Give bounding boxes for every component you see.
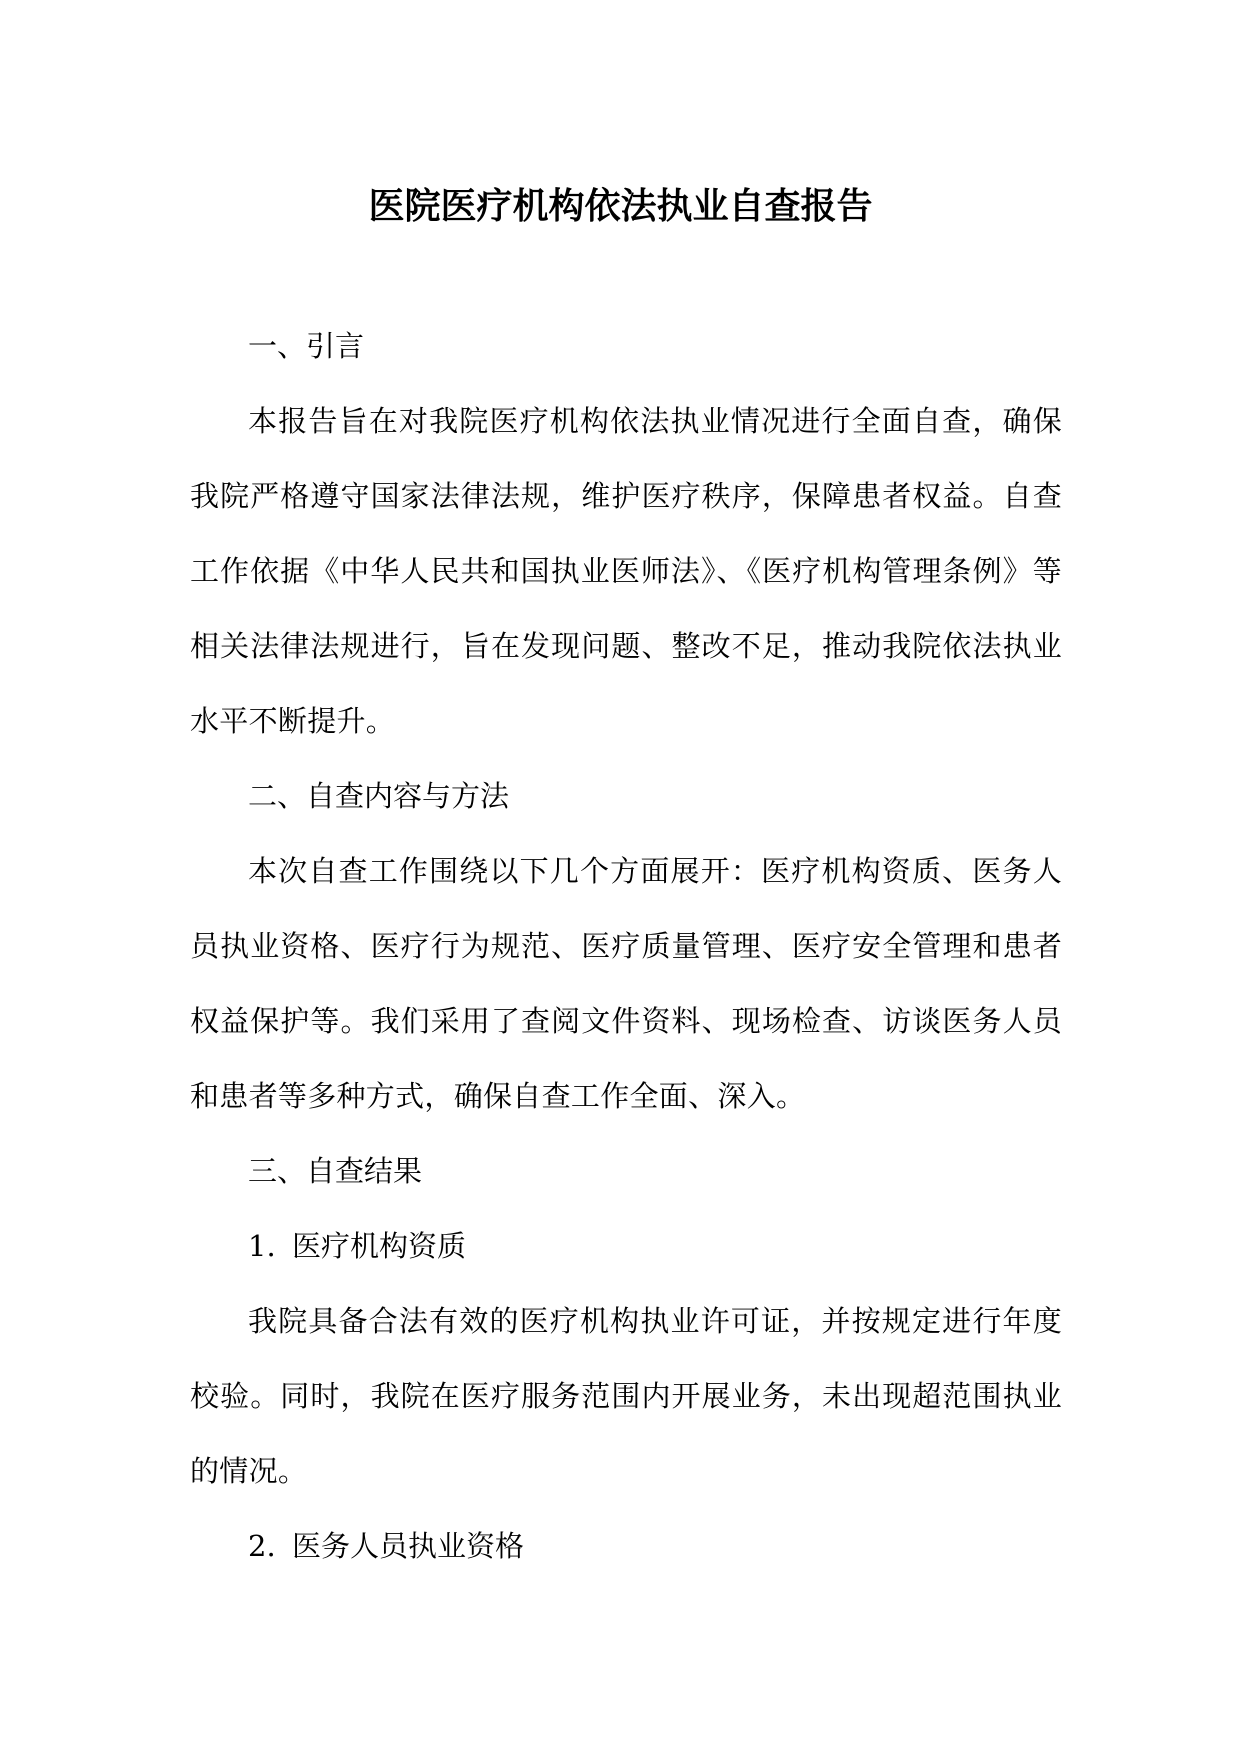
subsection-title: 医务人员执业资格 [292,1529,525,1563]
section-heading-results: 三、自查结果 [248,1154,423,1188]
section-paragraph-introduction: 本报告旨在对我院医疗机构依法执业情况进行全面自查，确保我院严格遵守国家法律法规，维护医疗秩序，保障患者权益。自查工作依据《中华人民共和国执业医师法》、《医疗机构管理条例》等相关法律法规进行，旨在发现问题、整改不足，推动我院依法执业水平不断提升。 [190,404,1062,738]
subsection-heading-qualification [190,1209,1062,1284]
subsection-heading-staff-qualification [190,1509,1062,1584]
subsection-number: 1. [248,1229,276,1263]
section-paragraph-content-methods: 本次自查工作围绕以下几个方面展开：医疗机构资质、医务人员执业资格、医疗行为规范、医疗质量管理、医疗安全管理和患者权益保护等。我们采用了查阅文件资料、现场检查、访谈医务人员和患者等多种方式，确保自查工作全面、深入。 [190,854,1062,1113]
section-heading-content-methods: 二、自查内容与方法 [248,779,510,813]
subsection-title: 医疗机构资质 [292,1229,467,1263]
document-title: 医院医疗机构依法执业自查报告 [368,185,873,227]
subsection-number: 2. [248,1529,276,1563]
subsection-paragraph-qualification: 我院具备合法有效的医疗机构执业许可证，并按规定进行年度校验。同时，我院在医疗服务范围内开展业务，未出现超范围执业的情况。 [190,1304,1062,1488]
section-heading-introduction: 一、引言 [248,329,365,363]
document-body [190,309,1062,1584]
